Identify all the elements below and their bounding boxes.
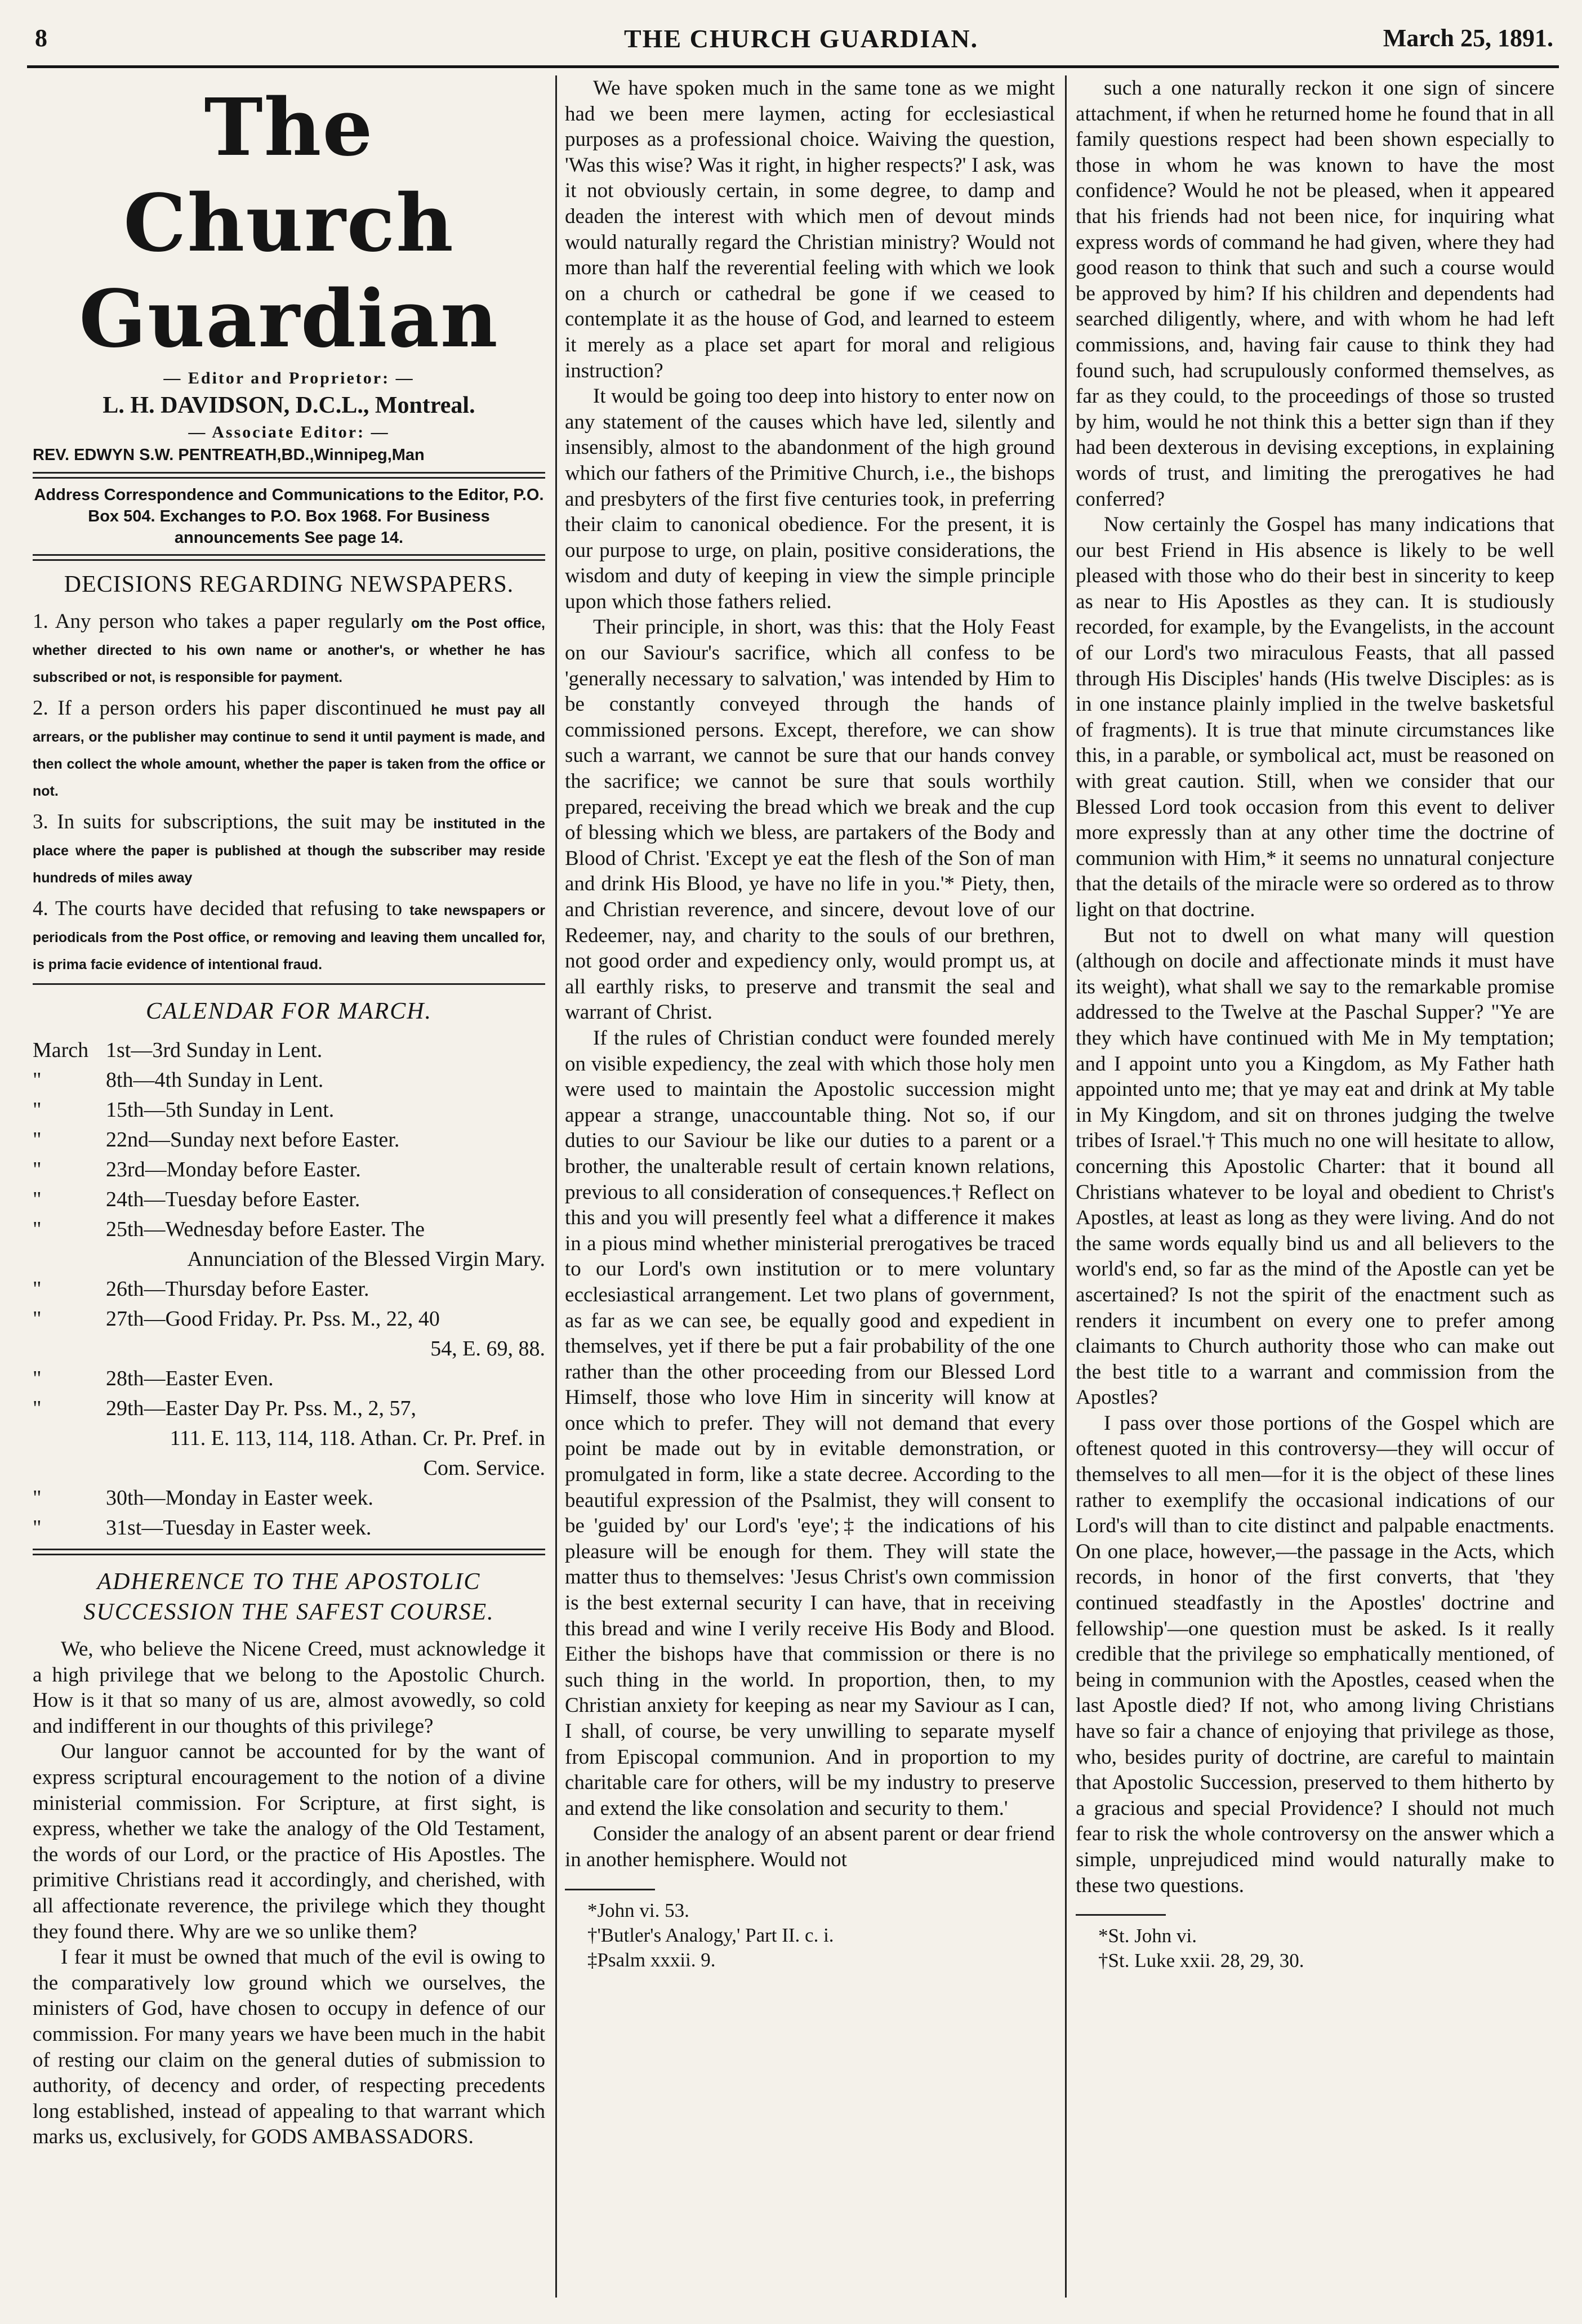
calendar-entry [33,1483,545,1513]
calendar-entry-continued: 111. E. 113, 114, 118. Athan. Cr. Pr. Pref. in Com. Service. [170,1426,545,1480]
calendar-day: 27th—Good Friday. Pr. Pss. M., 22, 40 [106,1307,440,1331]
calendar-entry [33,1036,545,1065]
article-paragraph: such a one naturally reckon it one sign of sincere attachment, if when he returned home he found that in all family questions respect had been shown especially to those in whom he was known to have the most confidence? Would he not be pleased, when it appeared that his friends had not been nice, for inquiring what express words of command he had given, where they had good reason to think that such and such a course would be approved by him? If his children and dependents had searched diligently, where, and with whom he had left commissions, and, having fair cause to think they had found such, had scrupulously conformed themselves, as far as they could, to the proceedings of those so trusted by him, would he not think this a better sign than if they had been dexterous in devising exceptions, in explaining words of trust, and limiting the prerogatives he had conferred? [1076,77,1554,511]
calendar-heading: CALENDAR FOR MARCH. [145,998,433,1024]
decision-item [33,608,545,689]
calendar-day: 31st—Tuesday in Easter week. [106,1516,372,1540]
column-2 [565,75,1055,2303]
article-column-2 [565,75,1055,1873]
calendar-entry-continued: Annunciation of the Blessed Virgin Mary. [187,1247,545,1271]
calendar-month: " [33,1188,42,1211]
decision-lead: 2. If a person orders his paper discontinued [33,697,422,720]
article-paragraph: Consider the analogy of an absent parent or dear friend in another hemisphere. Would not [565,1822,1055,1871]
decision-item [33,695,545,803]
calendar-entry [33,1215,545,1244]
newspaper-page [27,17,1559,2303]
editor-label: — Editor and Proprietor: — [163,369,415,387]
decisions-heading: DECISIONS REGARDING NEWSPAPERS. [64,572,514,597]
calendar-month: " [33,1217,42,1241]
calendar-day: 15th—5th Sunday in Lent. [106,1098,335,1122]
decision-detail: instituted in the place where the paper is published at though the subscriber may reside hundreds of miles away [33,816,545,886]
associate-label: — Associate Editor: — [188,423,390,441]
divider [33,472,545,479]
associate-editor: REV. EDWYN S.W. PENTREATH,BD.,Winnipeg,Man [33,446,425,464]
calendar-entry [33,1274,545,1304]
calendar-month: " [33,1277,42,1301]
calendar-day: 30th—Monday in Easter week. [106,1486,373,1510]
article-paragraph: Their principle, in short, was this: that the Holy Feast on our Saviour's sacrifice, which all confess to be 'generally necessary to salvation,' was intended by Him to be constantly conveyed through the hands of commissioned persons. Except, therefore, we can show such a warrant, we cannot be sure that our hands convey the sacrifice; we cannot be sure that souls worthily prepared, receiving the bread which we break and the cup of blessing which we bless, are partakers of the Body and Blood of Christ. 'Except ye eat the flesh of the Son of man and drink His Blood, ye have no life in you.'* Piety, then, and Christian reverence, and sincere, devout love of our Redeemer, nay, and charity to the souls of our brethren, not good order and expediency only, would prompt us, at all earthly risks, to preserve and transmit the seal and warrant of Christ. [565,615,1055,1024]
footnote: ‡Psalm xxxii. 9. [587,1948,716,1971]
article-paragraph: If the rules of Christian conduct were founded merely on visible expediency, the zeal with which those holy men were used to maintain the Apostolic succession might appear a strange, unaccountable thing. Not so, if our duties to our Saviour be like our duties to a parent or a brother, the unalterable result of certain known relations, previous to all consideration of consequences.† Reflect on this and you will presently feel what a difference it makes in a pious mind whether ministerial prerogatives be traced to our Lord's own institution or to mere voluntary ecclesiastical arrangement. Let two plans of government, as far as we can see, be equally good and expedient in themselves, yet if there be put a fair probability of the one rather than the other proceeding from our Blessed Lord Himself, those who love Him in sincerity will know at once which to prefer. They will not demand that every point be made out by in evitable demonstration, or promulgated in form, like a state decree. According to the beautiful expression of the Psalmist, they will consent to be 'guided by' our Lord's 'eye';‡ the indications of his pleasure will be enough for them. They will state the matter thus to themselves: 'Jesus Christ's own commission is the best external security I can have, that in receiving this bread and wine I verily receive His Body and Blood. Either the bishops have that commission or there is no such thing in the world. In proportion, then, to my Christian anxiety for keeping as near my Saviour as I can, I shall, of course, be very unwilling to separate myself from Episcopal communion. And in proportion to my charitable care for others, will be my industry to preserve and extend the like consolation and security to them.' [565,1026,1055,1820]
article-paragraph: We have spoken much in the same tone as we might had we been mere laymen, acting for ecclesiastical purposes as a professional choice. Waiving the question, 'Was this wise? Was it right, in higher respects?' I ask, was it not obviously certain, in some degree, to damp and deaden the interest with which men of devout minds would naturally regard the Christian ministry? Would not more than half the reverential feeling with which we look on a church or cathedral be gone if we ceased to contemplate it as the house of God, and learned to esteem it merely as a place set apart for moral and religious instruction? [565,77,1055,382]
calendar-entry [33,1513,545,1543]
calendar-entry [33,1155,545,1185]
footnote: †St. Luke xxii. 28, 29, 30. [1098,1950,1304,1972]
masthead-title: The Church Guardian [79,82,499,365]
calendar-day: 28th—Easter Even. [106,1367,274,1390]
article-paragraph: But not to dwell on what many will question (although on docile and affectionate minds it must have its weight), what shall we say to the remarkable promise addressed to the Twelve at the Paschal Supper? "Ye are they which have continued with Me in My temptation; and I appoint unto you a Kingdom, as My Father hath appointed unto me; that ye may eat and drink at My table in My Kingdom, and sit on thrones judging the twelve tribes of Israel.'† This much no one will hesitate to allow, concerning this Apostolic Charter: that it bound all Christians whatever to be loyal and obedient to Christ's Apostles, at least as long as they were living. And do not the same words equally bind us and all believers to the world's end, so far as the mind of the Apostle can yet be ascertained? Is not the spirit of the enactment such as renders it incumbent on every one to prefer among claimants to Church authority those who can make out the best title to a warrant and commission from the Apostles? [1076,924,1554,1409]
article-paragraph: I fear it must be owned that much of the evil is owing to the comparatively low ground which we ourselves, the ministers of God, have chosen to occupy in defence of our commission. For many years we have been much in the habit of resting our claim on the general duties of submission to authority, of decency and order, of respecting precedents long established, instead of appealing to that warrant which marks us, exclusively, for GODS AMBASSADORS. [33,1946,545,2149]
calendar-month: " [33,1397,42,1420]
calendar-entry [33,1125,545,1155]
calendar-entry [33,1185,545,1215]
calendar-month: " [33,1367,42,1390]
calendar-month: " [33,1158,42,1181]
calendar-day: 24th—Tuesday before Easter. [106,1188,360,1211]
calendar-entry [33,1364,545,1394]
decision-lead: 4. The courts have decided that refusing to [33,897,403,920]
calendar-month: " [33,1068,42,1092]
calendar-entry [33,1065,545,1095]
calendar-day: 26th—Thursday before Easter. [106,1277,369,1301]
article-paragraph: It would be going too deep into history to enter now on any statement of the causes which have led, silently and insensibly, almost to the abandonment of the high ground which our fathers of the Primitive Church, i.e., the bishops and presbyters of the first five centuries took, in preferring their claim to canonical obedience. For the present, it is our purpose to urge, on plain, positive considerations, the wisdom and duty of keeping in view the simple principle upon which those fathers relied. [565,385,1055,613]
calendar-month: " [33,1486,42,1510]
decision-detail: om the Post office, whether directed to his own name or another's, or whether he has subscribed or not, is responsible for payment. [33,615,545,685]
decision-item [33,895,545,976]
calendar-entry [33,1095,545,1125]
column-3 [1076,75,1554,2303]
calendar-month: " [33,1098,42,1122]
footnotes-column-2 [565,1898,1055,1973]
calendar-month: " [33,1307,42,1331]
article-paragraph: Our languor cannot be accounted for by the want of express scriptural encouragement to the notion of a divine ministerial commission. For Scripture, at first sight, is express, whether we take the analogy of the Old Testament, the words of our Lord, or the practice of His Apostles. The primitive Christians read it accordingly, and cherished, with all affectionate reverence, the privilege which they thought they found there. Why are we so unlike them? [33,1740,545,1943]
column-rule [555,75,557,2298]
calendar-day: 29th—Easter Day Pr. Pss. M., 2, 57, [106,1397,416,1420]
calendar-month: " [33,1128,42,1152]
calendar-day: 23rd—Monday before Easter. [106,1158,361,1181]
column-1 [33,75,545,2303]
article-paragraph: I pass over those portions of the Gospel which are oftenest quoted in this controversy—they will occur of themselves to all men—for it is the object of these lines rather to exemplify the occasional indications of our Lord's will than to cite distinct and palpable enactments. On one place, however,—the passage in the Acts, which records, in honor of the first converts, that 'they continued steadfastly in the Apostles' doctrine and fellowship'—one question must be asked. Is it really credible that the privilege so emphatically mentioned, of being in communion with the Apostles, ceased when the last Apostle died? If not, who among living Christians have so fair a chance of enjoying that privilege as those, who, besides purity of doctrine, are careful to maintain that Apostolic Succession, preserved to them hitherto by a gracious and special Providence? I should not much fear to risk the whole controversy on the answer which a simple, unprejudiced mind would naturally make to these two questions. [1076,1411,1554,1897]
calendar-month: " [33,1516,42,1540]
editor-name: L. H. DAVIDSON, D.C.L., Montreal. [103,392,475,418]
decision-detail: he must pay all arrears, or the publisher may continue to send it until payment is made, and then collect the whole amount, whether the paper is taken from the office or not. [33,702,545,799]
page-number: 8 [35,24,47,52]
calendar-day: 8th—4th Sunday in Lent. [106,1068,324,1092]
calendar-entry-continued: 54, E. 69, 88. [430,1337,545,1361]
address-notice: Address Correspondence and Communications to the Editor, P.O. Box 504. Exchanges to P.O. Box 1968. For Business announcements See page 14. [34,486,544,547]
calendar-day: 25th—Wednesday before Easter. The [106,1217,425,1241]
article-heading: ADHERENCE TO THE APOSTOLIC SUCCESSION THE SAFEST COURSE. [83,1569,494,1625]
footnote: †'Butler's Analogy,' Part II. c. i. [587,1924,834,1946]
calendar-entry [33,1394,545,1424]
decision-detail: take newspapers or periodicals from the Post office, or removing and leaving them uncalled for, is prima facie evidence of intentional fraud. [33,903,545,973]
issue-date: March 25, 1891. [1383,24,1553,52]
footnote-rule [1076,1914,1166,1916]
footnote-rule [565,1889,655,1890]
divider [33,554,545,561]
divider [33,983,545,985]
article-column-3 [1076,75,1554,1898]
article-column-1 [33,1636,545,2150]
calendar-entry [33,1304,545,1334]
decision-lead: 3. In suits for subscriptions, the suit may be [33,810,425,833]
decision-lead: 1. Any person who takes a paper regularly [33,610,404,633]
column-rule [1065,75,1067,2298]
article-paragraph: We, who believe the Nicene Creed, must acknowledge it a high privilege that we belong to the Apostolic Church. How is it that so many of us are, almost avowedly, so cold and indifferent in our thoughts of this privilege? [33,1638,545,1738]
calendar-day: 1st—3rd Sunday in Lent. [106,1038,323,1062]
footnote: *St. John vi. [1098,1925,1197,1947]
footnote: *John vi. 53. [587,1899,689,1921]
calendar-day: 22nd—Sunday next before Easter. [106,1128,400,1152]
calendar-month: March [33,1038,89,1062]
decision-item [33,809,545,890]
decisions-list [33,608,545,976]
footnotes-column-3 [1076,1924,1554,1973]
page-header [27,17,1559,68]
divider [33,1549,545,1555]
paper-title: THE CHURCH GUARDIAN. [624,24,979,53]
article-paragraph: Now certainly the Gospel has many indications that our best Friend in His absence is likely to be well pleased with those who do their best in sincerity to keep as near to His Apostles as they can. It is studiously recorded, for example, by the Evangelists, in the account of our Lord's two miraculous Feasts, that all passed through His Disciples' hands (His twelve Disciples: as is in one instance plainly implied in the twelve basketsful of fragments). It is true that minute circumstances like this, in a parable, or symbolical act, must be reasoned on with great caution. Still, when we consider that our Blessed Lord took occasion from this event to deliver more expressly than at any other time the doctrine of communion with Him,* it seems no unnatural conjecture that the details of the miracle were so ordered as to throw light on that doctrine. [1076,513,1554,921]
calendar-list [33,1036,545,1543]
